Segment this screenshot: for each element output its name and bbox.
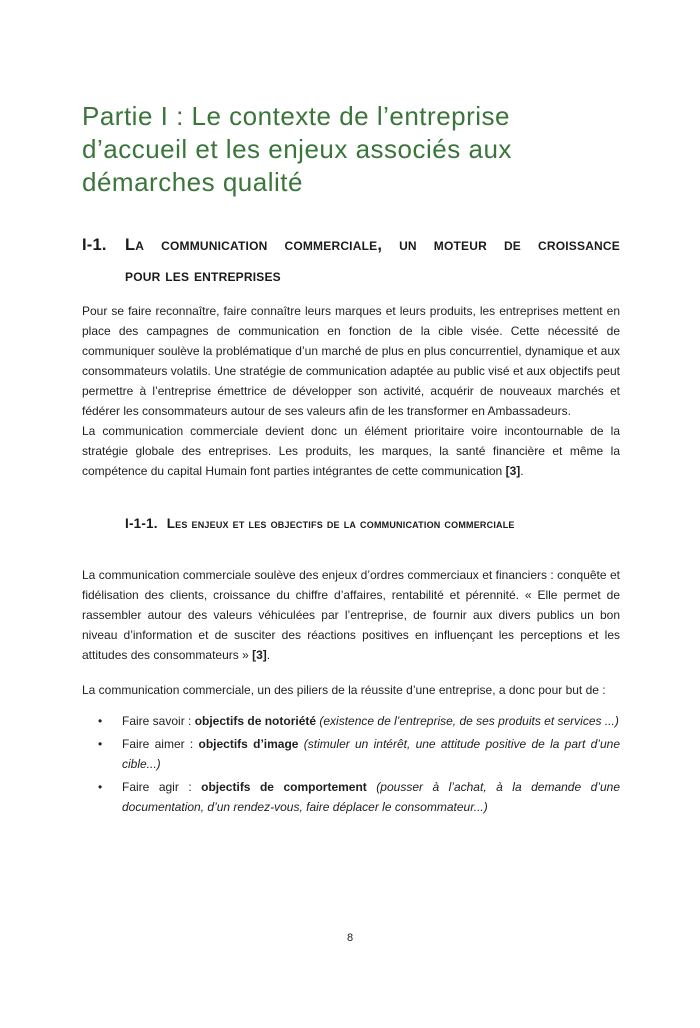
bullet-item xyxy=(82,777,620,817)
part-title-line-1: Partie I : Le contexte de l’entreprise xyxy=(82,101,511,131)
subsection-label: Les enjeux et les objectifs de la communication commerciale xyxy=(166,516,515,531)
bullet-lead: Faire agir : xyxy=(122,780,202,794)
paragraph-2-text: La communication commerciale devient donc un élément prioritaire voire incontournable de la stratégie globale des entreprises. Les produits, les marques, la santé financière et même la compétence du capital Humain font parties intégrantes de cette communication xyxy=(82,424,620,478)
intro-paragraphs xyxy=(82,301,620,481)
bullet-item xyxy=(82,734,620,774)
part-title-line-2: d’accueil et les enjeux associés aux xyxy=(82,134,512,164)
paragraph-2 xyxy=(82,421,620,481)
part-title xyxy=(82,100,620,199)
section-heading xyxy=(82,230,620,292)
section-number: I-1. xyxy=(82,236,107,254)
bullet-italic: (existence de l’entreprise, de ses produits et services ...) xyxy=(316,714,619,728)
bullet-icon: • xyxy=(98,737,103,751)
page-content xyxy=(82,0,620,820)
page-number: 8 xyxy=(346,932,354,944)
bullet-bold: objectifs de comportement xyxy=(201,780,367,794)
bullet-icon: • xyxy=(98,714,103,728)
bullet-bold: objectifs de notoriété xyxy=(194,714,317,728)
objectives-bullet-list xyxy=(82,711,620,817)
paragraph-3-period: . xyxy=(266,648,271,662)
subsection-heading xyxy=(82,514,620,534)
part-title-line-3: démarches qualité xyxy=(82,167,303,197)
paragraph-3 xyxy=(82,565,620,665)
citation-ref: [3] xyxy=(252,648,267,662)
section-label-line-2: pour les entreprises xyxy=(125,267,281,285)
bullet-item xyxy=(82,711,620,731)
paragraph-2-period: . xyxy=(520,464,524,478)
paragraph-3-text: La communication commerciale soulève des enjeux d’ordres commerciaux et financiers : conquête et fidélisation des clients, croissance du chiffre d’affaires, rentabilité et pérennité. « Elle permet de rassembler autour des valeurs véhiculées par l’entreprise, de fournir aux divers publics un bon niveau d’information et de susciter des réactions positives en influençant les perceptions et les attitudes des consommateurs » xyxy=(82,568,620,662)
paragraph-1: Pour se faire reconnaître, faire connaître leurs marques et leurs produits, les entreprises mettent en place des campagnes de communication en fonction de la cible visée. Cette nécessité de communiquer soulève la problématique d’un marché de plus en plus concurrentiel, dynamique et aux consommateurs volatils. Une stratégie de communication adaptée au public visé et aux objectifs peut permettre à l’entreprise émettrice de développer son activité, acquérir de nouveaux marchés et fédérer les consommateurs autour de ses valeurs afin de les transformer en Ambassadeurs. xyxy=(82,304,620,418)
subsection-number: I-1-1. xyxy=(125,516,158,531)
paragraph-4: La communication commerciale, un des piliers de la réussite d’une entreprise, a donc pour but de : xyxy=(82,683,606,697)
bullet-italic: (pousser à l’achat, à la demande d’une documentation, d’un rendez-vous, faire déplacer le consommateur...) xyxy=(122,780,621,814)
bullet-lead: Faire aimer : xyxy=(122,737,199,751)
citation-ref: [3] xyxy=(505,464,521,478)
bullet-italic: (stimuler un intérêt, une attitude positive de la part d’une cible...) xyxy=(122,737,620,771)
section-label-line-1: La communication commerciale, un moteur de croissance xyxy=(125,236,620,254)
bullet-bold: objectifs d’image xyxy=(198,737,299,751)
bullet-icon: • xyxy=(98,780,103,794)
bullet-lead: Faire savoir : xyxy=(122,714,195,728)
section-heading-row-1 xyxy=(82,230,620,261)
